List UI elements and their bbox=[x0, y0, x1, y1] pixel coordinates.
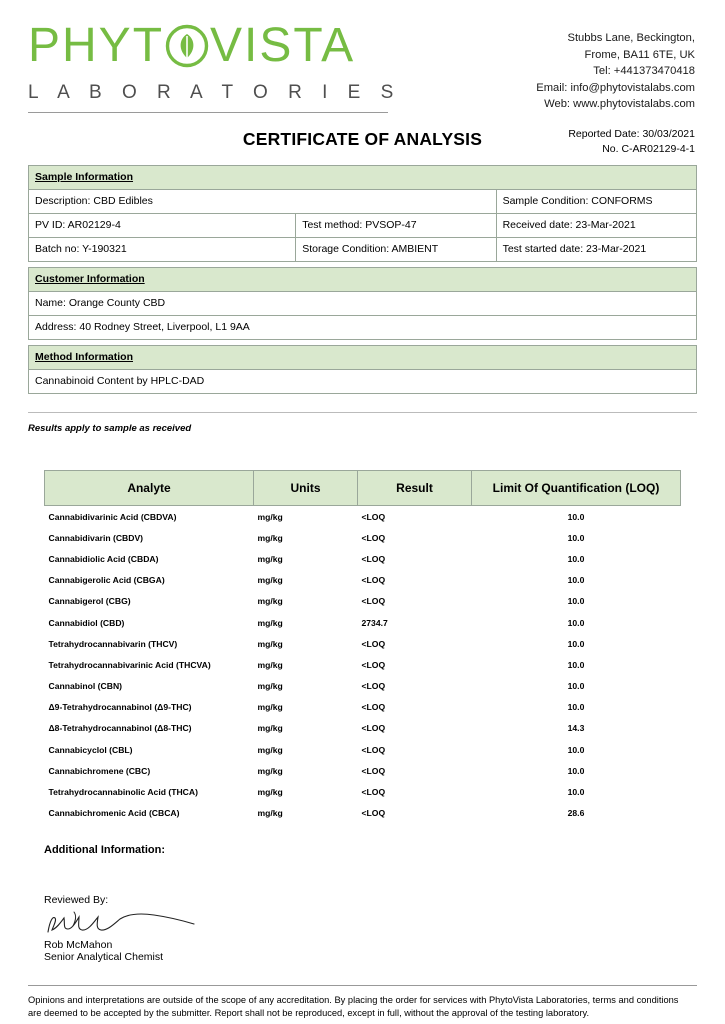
cell-analyte: Cannabidiol (CBD) bbox=[48, 617, 125, 628]
results-note: Results apply to sample as received bbox=[28, 423, 192, 434]
table-row bbox=[45, 570, 681, 591]
cell-result: <LOQ bbox=[361, 744, 386, 755]
table-row bbox=[29, 316, 697, 340]
cell-loq: 10.0 bbox=[567, 511, 585, 522]
table-row bbox=[45, 548, 681, 569]
cell-analyte: Tetrahydrocannabivarin (THCV) bbox=[48, 638, 178, 649]
contact-address-line1: Stubbs Lane, Beckington, bbox=[567, 32, 695, 44]
customer-information-table bbox=[28, 267, 697, 340]
handwritten-signature-icon bbox=[44, 908, 214, 938]
table-row bbox=[29, 370, 697, 394]
table-row bbox=[45, 506, 681, 528]
cell-units: mg/kg bbox=[257, 511, 283, 522]
cell-loq: 10.0 bbox=[567, 638, 585, 649]
document-header bbox=[0, 0, 725, 113]
cell-units: mg/kg bbox=[257, 575, 283, 586]
cell-result: <LOQ bbox=[361, 532, 386, 543]
sample-description: Description: CBD Edibles bbox=[29, 190, 497, 214]
cell-loq: 10.0 bbox=[567, 596, 585, 607]
cell-result: <LOQ bbox=[361, 511, 386, 522]
cell-units: mg/kg bbox=[257, 765, 283, 776]
batch-no: Batch no: Y-190321 bbox=[29, 238, 296, 262]
sample-condition: Sample Condition: CONFORMS bbox=[496, 190, 696, 214]
table-row bbox=[45, 739, 681, 760]
cell-result: <LOQ bbox=[361, 638, 386, 649]
cell-units: mg/kg bbox=[257, 659, 283, 670]
logo-text-part2: VISTA bbox=[210, 19, 356, 72]
sample-information-table bbox=[28, 165, 697, 262]
cell-loq: 10.0 bbox=[567, 765, 585, 776]
cell-analyte: Cannabichromene (CBC) bbox=[48, 765, 151, 776]
report-number: No. C-AR02129-4-1 bbox=[602, 143, 695, 155]
cell-units: mg/kg bbox=[257, 532, 283, 543]
table-row bbox=[45, 654, 681, 675]
method-description: Cannabinoid Content by HPLC-DAD bbox=[29, 370, 697, 394]
results-section bbox=[0, 434, 725, 824]
logo-text-part1: PHYT bbox=[28, 19, 165, 72]
cell-result: <LOQ bbox=[361, 553, 386, 564]
cell-units: mg/kg bbox=[257, 596, 283, 607]
test-started-date: Test started date: 23-Mar-2021 bbox=[496, 238, 696, 262]
cell-loq: 10.0 bbox=[567, 702, 585, 713]
cell-units: mg/kg bbox=[257, 617, 283, 628]
customer-information-band bbox=[29, 268, 697, 292]
table-row bbox=[45, 781, 681, 802]
cell-loq: 28.6 bbox=[567, 808, 585, 819]
page-title: CERTIFICATE OF ANALYSIS bbox=[242, 129, 483, 149]
report-title-row bbox=[0, 113, 725, 157]
cell-loq: 10.0 bbox=[567, 681, 585, 692]
table-row bbox=[29, 238, 697, 262]
table-row bbox=[29, 190, 697, 214]
company-contact-block bbox=[536, 22, 695, 113]
cell-result: <LOQ bbox=[361, 808, 386, 819]
reviewed-by-block bbox=[0, 856, 725, 963]
analyte-rows bbox=[45, 506, 681, 824]
contact-phone: Tel: +441373470418 bbox=[593, 65, 695, 77]
cell-analyte: Cannabigerolic Acid (CBGA) bbox=[48, 575, 165, 586]
cell-analyte: Cannabidivarinic Acid (CBDVA) bbox=[48, 511, 177, 522]
table-row bbox=[29, 214, 697, 238]
column-header-loq: Limit Of Quantification (LOQ) bbox=[472, 471, 681, 506]
table-row bbox=[45, 718, 681, 739]
reviewer-title: Senior Analytical Chemist bbox=[44, 950, 164, 963]
cell-loq: 10.0 bbox=[567, 617, 585, 628]
received-date: Received date: 23-Mar-2021 bbox=[496, 214, 696, 238]
cell-analyte: Tetrahydrocannabinolic Acid (THCA) bbox=[48, 787, 198, 798]
cell-result: <LOQ bbox=[361, 681, 386, 692]
reviewer-name: Rob McMahon bbox=[44, 938, 113, 951]
cell-result: <LOQ bbox=[361, 723, 386, 734]
table-row bbox=[45, 760, 681, 781]
customer-name: Name: Orange County CBD bbox=[29, 292, 697, 316]
logo-wordmark bbox=[28, 19, 408, 72]
column-header-analyte: Analyte bbox=[45, 471, 254, 506]
analyte-results-table bbox=[44, 470, 681, 824]
cell-loq: 10.0 bbox=[567, 575, 585, 586]
table-row bbox=[45, 527, 681, 548]
cell-result: <LOQ bbox=[361, 575, 386, 586]
cell-units: mg/kg bbox=[257, 808, 283, 819]
information-section bbox=[0, 157, 725, 394]
cell-loq: 10.0 bbox=[567, 744, 585, 755]
method-information-table bbox=[28, 345, 697, 394]
cell-units: mg/kg bbox=[257, 638, 283, 649]
cell-analyte: Cannabichromenic Acid (CBCA) bbox=[48, 808, 180, 819]
pv-id: PV ID: AR02129-4 bbox=[29, 214, 296, 238]
contact-website: Web: www.phytovistalabs.com bbox=[544, 98, 695, 110]
cell-result: <LOQ bbox=[361, 702, 386, 713]
table-row bbox=[29, 292, 697, 316]
test-method: Test method: PVSOP-47 bbox=[296, 214, 496, 238]
table-row bbox=[45, 676, 681, 697]
cell-analyte: Tetrahydrocannabivarinic Acid (THCVA) bbox=[48, 659, 211, 670]
reported-date: Reported Date: 30/03/2021 bbox=[568, 128, 695, 140]
cell-result: 2734.7 bbox=[361, 617, 388, 628]
table-row bbox=[45, 633, 681, 654]
contact-address-line2: Frome, BA11 6TE, UK bbox=[584, 48, 695, 61]
sample-information-band-label: Sample Information bbox=[35, 171, 134, 183]
reviewed-by-label: Reviewed By: bbox=[44, 893, 109, 906]
cell-units: mg/kg bbox=[257, 787, 283, 798]
cell-units: mg/kg bbox=[257, 723, 283, 734]
cell-analyte: Δ9-Tetrahydrocannabinol (Δ9-THC) bbox=[48, 702, 192, 713]
cell-loq: 14.3 bbox=[567, 723, 585, 734]
disclaimer-text: Opinions and interpretations are outside of the scope of any accreditation. By placing the order for services with PhytoVista Laboratories, terms and conditions are deemed to be accepted by the submitter. Report shall not be reproduced, except in full, without the approval of the testing laboratory. bbox=[28, 994, 679, 1019]
cell-loq: 10.0 bbox=[567, 532, 585, 543]
cell-analyte: Cannabicyclol (CBL) bbox=[48, 744, 133, 755]
customer-information-band-label: Customer Information bbox=[35, 273, 145, 285]
table-row bbox=[45, 612, 681, 633]
table-row bbox=[45, 803, 681, 824]
cell-result: <LOQ bbox=[361, 659, 386, 670]
sample-information-band bbox=[29, 166, 697, 190]
cell-analyte: Δ8-Tetrahydrocannabinol (Δ8-THC) bbox=[48, 723, 192, 734]
table-header-row bbox=[45, 471, 681, 506]
cell-loq: 10.0 bbox=[567, 659, 585, 670]
table-row bbox=[45, 697, 681, 718]
storage-condition: Storage Condition: AMBIENT bbox=[296, 238, 496, 262]
cell-units: mg/kg bbox=[257, 553, 283, 564]
cell-loq: 10.0 bbox=[567, 553, 585, 564]
cell-analyte: Cannabinol (CBN) bbox=[48, 681, 123, 692]
cell-loq: 10.0 bbox=[567, 787, 585, 798]
table-row bbox=[45, 591, 681, 612]
cell-units: mg/kg bbox=[257, 681, 283, 692]
cell-result: <LOQ bbox=[361, 596, 386, 607]
contact-email: Email: info@phytovistalabs.com bbox=[536, 81, 695, 94]
method-information-band bbox=[29, 346, 697, 370]
cell-analyte: Cannabidivarin (CBDV) bbox=[48, 532, 144, 543]
logo-subtitle: L A B O R A T O R I E S bbox=[28, 82, 401, 103]
column-header-result: Result bbox=[358, 471, 472, 506]
cell-units: mg/kg bbox=[257, 744, 283, 755]
cell-result: <LOQ bbox=[361, 787, 386, 798]
column-header-units: Units bbox=[254, 471, 358, 506]
additional-information-label: Additional Information: bbox=[44, 843, 165, 856]
leaf-in-circle-icon bbox=[165, 23, 209, 69]
cell-result: <LOQ bbox=[361, 765, 386, 776]
cell-units: mg/kg bbox=[257, 702, 283, 713]
company-logo bbox=[28, 19, 408, 113]
cell-analyte: Cannabidiolic Acid (CBDA) bbox=[48, 553, 159, 564]
method-information-band-label: Method Information bbox=[35, 351, 133, 363]
cell-analyte: Cannabigerol (CBG) bbox=[48, 596, 131, 607]
customer-address: Address: 40 Rodney Street, Liverpool, L1 9AA bbox=[29, 316, 697, 340]
